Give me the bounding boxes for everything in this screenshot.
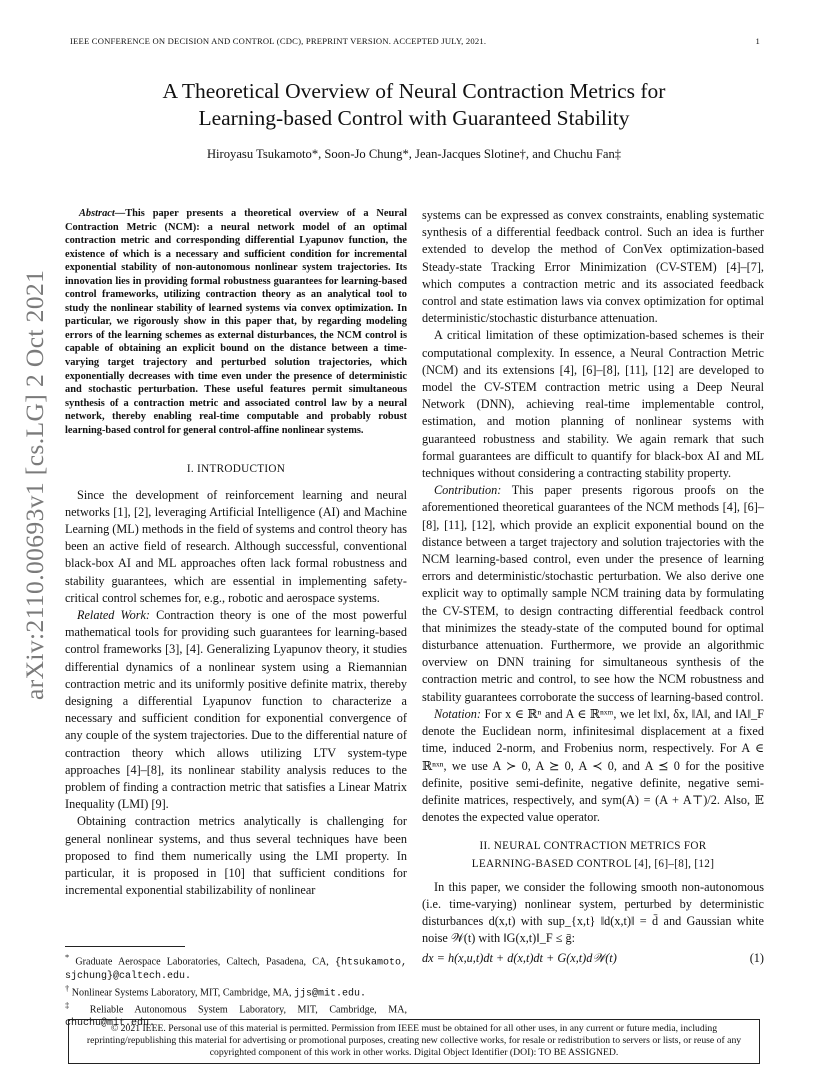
equation-1 [422, 950, 764, 967]
notation-label: Notation: [434, 706, 481, 721]
footnote-3-email: chuchu@mit.edu. [65, 1017, 156, 1029]
footnote-1: * Graduate Aerospace Laboratories, Caltech, Pasadena, CA, {htsukamoto, sjchung}@caltech.edu. [65, 953, 408, 982]
section-heading-ncm [422, 838, 764, 872]
contribution-text: This paper presents rigorous proofs on the aforementioned theoretical guarantees of the NCM methods [4], [6]–[8], [11], [12], which provide an explicit exponential bound on the distance between a target trajectory and solution trajectories with the NCM learning-based control, even under the presence of learning errors and deterministic/stochastic perturbation. We also derive one explicit way to optimally sample NCM training data by formulating the CV-STEM, to design contracting differential feedback control that minimizes the steady-state of the computed bound for optimal disturbance attenuation. Furthermore, we provide an algorithmic overview on DNN training for simultaneous synthesis of the contraction metric and control, to see how the NCM robustness and stability guarantees corroborate the success of learning-based control. [422, 483, 764, 704]
footnote-2: † Nonlinear Systems Laboratory, MIT, Cambridge, MA, jjs@mit.edu. [65, 983, 367, 1000]
running-header [70, 36, 760, 46]
footnote-3: ‡ Reliable Autonomous System Laboratory, MIT, Cambridge, MA, chuchu@mit.edu. [65, 1001, 408, 1029]
footnote-rule [65, 946, 185, 947]
right-column [422, 207, 764, 967]
paper-title [60, 78, 768, 132]
abstract-text: —This paper presents a theoretical overview of a Neural Contraction Metric (NCM): a neural network model of an optimal contraction metric and corresponding differential Lyapunov function, the existence of which is a necessary and sufficient condition for incremental exponential stability of non-autonomous nonlinear system trajectories. Its innovation lies in providing formal robustness guarantees for learning-based control frameworks, utilizing contraction theory as an analytical tool to study the nonlinear stability of learned systems via convex optimization. In particular, we rigorously show in this paper that, by regarding modeling errors of the learning schemes as external disturbances, the NCM control is capable of obtaining an explicit bound on the distance between a time-varying target trajectory and perturbed solution trajectories, which exponentially decreases with time even under the presence of deterministic and stochastic perturbation. These useful features permit simultaneous synthesis of a contraction metric and associated control law by a neural network, thereby enabling real-time computable and probably robust learning-based control for general control-affine nonlinear systems. [65, 208, 407, 436]
abstract-label: Abstract [79, 208, 115, 219]
notation-paragraph [422, 706, 764, 826]
title-line-1: A Theoretical Overview of Neural Contraction Metrics for [162, 79, 666, 103]
footnote-2-email: jjs@mit.edu. [294, 988, 367, 1000]
system-paragraph: In this paper, we consider the following smooth non-autonomous (i.e. time-varying) nonlinear system, perturbed by deterministic disturbances d(x,t) with sup_{x,t} ‖d(x,t)‖ = d̄ and Gaussian white noise 𝒲(t) with ‖G(x,t)‖_F ≤ ḡ: [422, 879, 764, 946]
intro-paragraph-1: Since the development of reinforcement learning and neural networks [1], [2], leveraging Artificial Intelligence (AI) and Machine Learning (ML) methods in the field of systems and control theory has been an active field of research. Although successful, conventional black-box AI and ML approaches often lack formal robustness and stability guarantees, which are essential in implementing safety-critical control schemes for, e.g., robotic and aerospace systems. [65, 487, 407, 605]
abstract [65, 207, 407, 437]
right-paragraph-2: A critical limitation of these optimization-based schemes is their computational complexity. In essence, a Neural Contraction Metric (NCM) and its extensions [4], [6]–[8], [11], [12] are developed to model the CV-STEM contraction metric using a Deep Neural Network (DNN), achieving real-time implementable control, estimation, and motion planning of nonlinear systems with guaranteed robustness and stability. We again remark that such formal guarantees are difficult to quantify for black-box AI and ML techniques without considering a contracting stability property. [422, 328, 764, 481]
title-line-2: Learning-based Control with Guaranteed Stability [198, 106, 630, 130]
section-heading-ncm-line-2: LEARNING-BASED CONTROL [4], [6]–[8], [12] [471, 857, 715, 870]
contribution-label: Contribution: [434, 483, 502, 498]
page-number: 1 [755, 36, 760, 46]
equation-1-body: dx = h(x,u,t)dt + d(x,t)dt + G(x,t)d𝒲(t) [422, 950, 617, 965]
arxiv-sidebar-stamp: arXiv:2110.00693v1 [cs.LG] 2 Oct 2021 [20, 269, 49, 700]
footnote-1-email: {htsukamoto, sjchung}@caltech.edu. [65, 957, 408, 982]
related-work-label: Related Work: [77, 607, 151, 622]
related-work-text: Contraction theory is one of the most powerful mathematical tools for providing such guarantees for learning-based control frameworks [3], [4]. Generalizing Lyapunov theory, it studies differential dynamics of a nonlinear system using a Riemannian contraction metric and its uniformly positive definite matrix, thereby designing a differential Lyapunov function to characterize a necessary and sufficient condition for exponential convergence of any couple of the system trajectories. Due to the differential nature of contraction theory which allows utilizing LTV system-type approaches [4]–[8], its nonlinear stability analysis reduces to the problem of finding a contraction metric that satisfies a Linear Matrix Inequality (LMI) [9]. [65, 607, 408, 812]
author-list: Hiroyasu Tsukamoto*, Soon-Jo Chung*, Jean-Jacques Slotine†, and Chuchu Fan‡ [206, 147, 622, 161]
left-column [65, 207, 407, 899]
contribution-paragraph [422, 482, 764, 706]
copyright-notice: © 2021 IEEE. Personal use of this material is permitted. Permission from IEEE must be obtained for all other uses, in any current or future media, including reprinting/republishing this material for advertising or promotional purposes, creating new collective works, for resale or redistribution to servers or lists, or reuse of any copyrighted component of this work in other works. Digital Object Identifier (DOI): TO BE ASSIGNED. [68, 1019, 760, 1064]
notation-text: For x ∈ ℝⁿ and A ∈ ℝⁿˣᵐ, we let ‖x‖, δx, ‖A‖, and ‖A‖_F denote the Euclidean norm, infinitesimal displacement at a fixed time, induced 2-norm, and Frobenius norm, respectively. For A ∈ ℝⁿˣⁿ, we use A ≻ 0, A ⪰ 0, A ≺ 0, and A ⪯ 0 for the positive definite, positive semi-definite, negative definite, negative semi-definite matrices, respectively, and sym(A) = (A + A⊤)/2. Also, 𝔼 denotes the expected value operator. [422, 706, 764, 825]
running-header-text: IEEE CONFERENCE ON DECISION AND CONTROL (CDC), PREPRINT VERSION. ACCEPTED JULY, 2021. [70, 36, 487, 46]
right-paragraph-1: systems can be expressed as convex constraints, enabling systematic synthesis of a differential feedback control. Such an idea is further extended to develop the method of ConVex optimization-based Steady-state Tracking Error Minimization (CV-STEM) [4]–[7], which computes a contraction metric and its associated feedback control and state estimation laws via convex optimization for optimal deterministic/stochastic disturbance attenuation. [422, 208, 764, 326]
section-heading-ncm-line-1: II. NEURAL CONTRACTION METRICS FOR [479, 840, 707, 853]
section-heading-introduction: I. INTRODUCTION [186, 463, 286, 476]
equation-1-number: (1) [749, 950, 764, 965]
related-work-paragraph [65, 607, 407, 813]
intro-paragraph-3: Obtaining contraction metrics analytically is challenging for general nonlinear systems, and thus several techniques have been proposed to find them numerically using the LMI property. In particular, it is proposed in [10] that sufficient conditions for incremental exponential stabilizability of nonlinear [65, 814, 407, 898]
